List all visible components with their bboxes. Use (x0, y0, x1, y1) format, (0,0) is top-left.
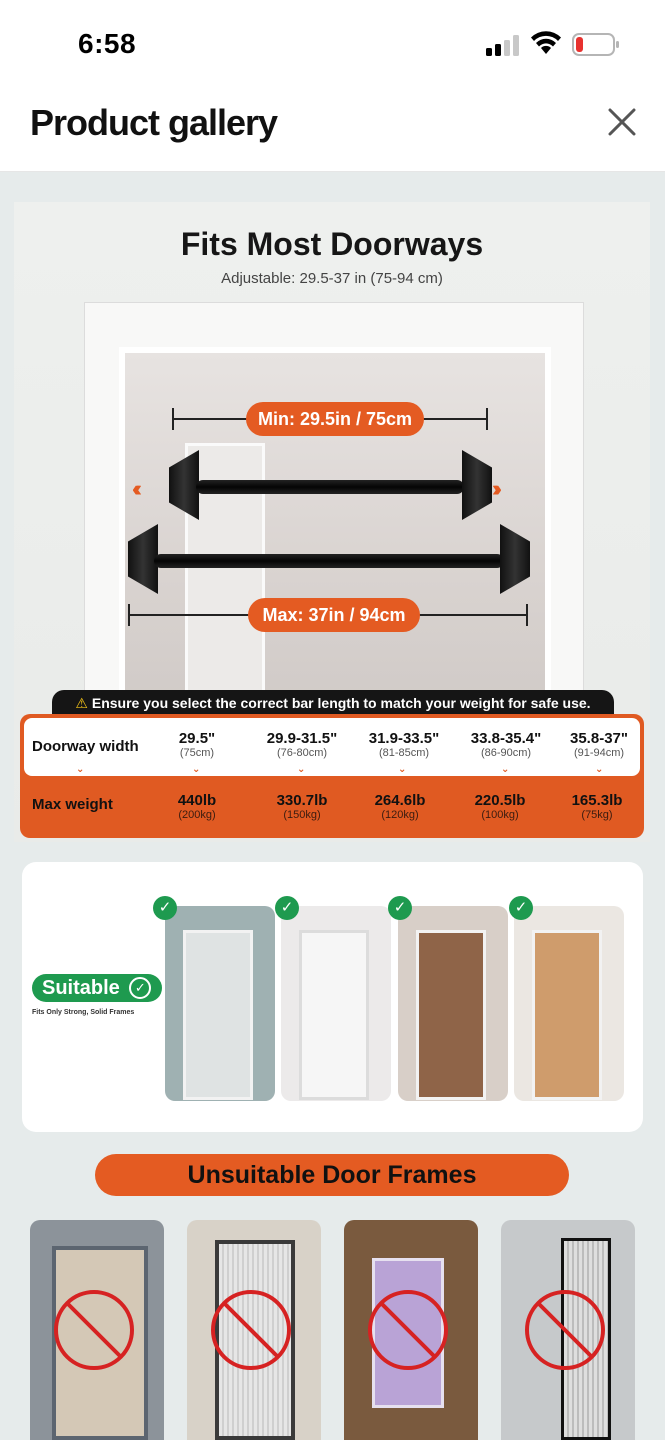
unsuitable-frames-banner: Unsuitable Door Frames (95, 1154, 569, 1196)
max-length-label: Max: 37in / 94cm (248, 598, 420, 632)
door-photo-gray (165, 906, 275, 1101)
chevron-down-icon: ⌄ (192, 764, 201, 775)
check-circle-icon: ✓ (129, 977, 151, 999)
size-weight-table (20, 714, 644, 838)
wifi-icon (530, 31, 562, 55)
suitable-note: Fits Only Strong, Solid Frames (32, 1009, 135, 1016)
check-icon: ✓ (275, 896, 299, 920)
chevron-down-icon: ⌄ (398, 764, 407, 775)
gallery-scroll[interactable] (0, 172, 665, 1440)
max-weight-label: Max weight (32, 796, 113, 813)
door-photo-white (281, 906, 391, 1101)
safety-notice (52, 690, 614, 716)
prohibited-icon (523, 1288, 607, 1372)
weight-cell: 165.3lb (75kg) (571, 792, 623, 821)
prohibited-icon (366, 1288, 450, 1372)
prohibited-icon (209, 1288, 293, 1372)
width-cell: 35.8-37" (91-94cm) (570, 730, 628, 759)
gallery-image-fits-doorways[interactable] (14, 202, 650, 842)
arrows-right-icon: ››› (492, 476, 496, 501)
weight-cell: 220.5lb (100kg) (474, 792, 526, 821)
page-title: Product gallery (30, 102, 278, 143)
doorway-width-row (24, 718, 640, 776)
chevron-down-icon: ⌄ (595, 764, 604, 775)
check-icon: ✓ (388, 896, 412, 920)
chevron-down-icon: ⌄ (501, 764, 510, 775)
gallery-image-suitable-frames[interactable] (22, 862, 643, 1132)
unsuitable-door-photo-glass (187, 1220, 321, 1440)
unsuitable-door-photo-rustic (344, 1220, 478, 1440)
width-cell: 33.8-35.4" (86-90cm) (470, 730, 542, 759)
clock: 6:58 (78, 28, 137, 59)
prohibited-icon (52, 1288, 136, 1372)
weight-cell: 264.6lb (120kg) (374, 792, 426, 821)
doorway-width-label: Doorway width (32, 738, 139, 755)
battery-low-icon (572, 33, 620, 56)
status-bar (0, 0, 665, 90)
weight-cell: 330.7lb (150kg) (276, 792, 328, 821)
image-subtitle: Adjustable: 29.5-37 in (75-94 cm) (221, 270, 443, 287)
safety-notice-text: Ensure you select the correct bar length to match your weight for safe use. (91, 695, 591, 711)
doorway-illustration (84, 302, 584, 722)
width-cell: 29.5" (75cm) (178, 730, 216, 759)
min-dimension-tick-right (486, 408, 488, 430)
cellular-signal-icon (486, 34, 520, 56)
width-cell: 29.9-31.5" (76-80cm) (266, 730, 338, 759)
warning-icon: ⚠ (75, 695, 88, 711)
pull-up-bar-long (154, 554, 504, 568)
close-icon[interactable] (602, 102, 642, 142)
max-dimension-tick-right (526, 604, 528, 626)
unsuitable-door-photo-old (30, 1220, 164, 1440)
arrows-left-icon: ‹‹‹ (132, 476, 136, 501)
min-length-label: Min: 29.5in / 75cm (246, 402, 424, 436)
check-icon: ✓ (509, 896, 533, 920)
chevron-down-icon: ⌄ (297, 764, 306, 775)
door-photo-light-wood (514, 906, 624, 1101)
image-title: Fits Most Doorways (180, 226, 484, 262)
door-photo-wood (398, 906, 508, 1101)
check-icon: ✓ (153, 896, 177, 920)
pull-up-bar-short (196, 480, 464, 494)
width-cell: 31.9-33.5" (81-85cm) (368, 730, 440, 759)
gallery-header (0, 90, 665, 172)
unsuitable-door-photo-sliding (501, 1220, 635, 1440)
chevron-down-icon: ⌄ (76, 764, 85, 775)
weight-cell: 440lb (200kg) (177, 792, 217, 821)
suitable-badge: Suitable ✓ (32, 974, 162, 1002)
